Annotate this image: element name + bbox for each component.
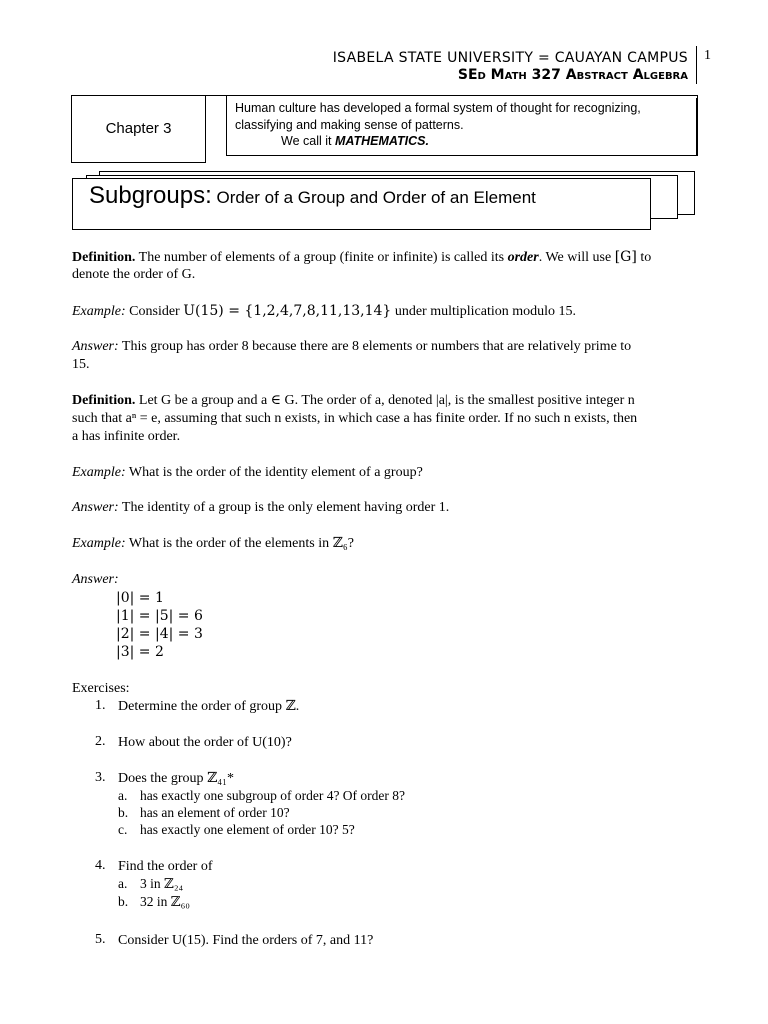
answer-label: Answer: [72, 572, 119, 587]
sub-item-letter: a. [118, 788, 128, 803]
answer-line-2: 15. [72, 357, 90, 372]
exercise-number: 1. [95, 698, 106, 713]
example-text: under multiplication modulo 15. [391, 304, 577, 319]
quote-text [235, 100, 690, 134]
exercise-number: 2. [95, 734, 106, 749]
definition-line-2: such that aⁿ = e, assuming that such n exists, in which case a has finite order. If no such n exists, then [72, 411, 638, 426]
answer-text: This group has order 8 because there are 8 elements or numbers that are relatively prime to [118, 339, 632, 354]
quote-line-3-prefix: We call it [281, 134, 335, 148]
example-text: Consider [125, 304, 184, 319]
quote-line-2: classifying and making sense of patterns. [235, 118, 464, 132]
term-order: order [507, 250, 539, 265]
university-name: ISABELA STATE UNIVERSITY = CAUAYAN CAMPUS [332, 50, 688, 66]
math-notation: [G] [614, 249, 637, 265]
definition-text: . We will use [538, 250, 615, 265]
sub-item-letter: c. [118, 822, 128, 837]
exercises-heading: Exercises: [72, 681, 130, 696]
quote-emphasis: MATHEMATICS. [334, 134, 429, 148]
definition-text: to [636, 250, 652, 265]
chapter-box-connector [206, 95, 226, 165]
header-divider [696, 46, 697, 84]
answer-identity [72, 499, 699, 517]
quote-line-3 [281, 134, 429, 148]
exercise-number: 3. [95, 770, 106, 785]
definition-label: Definition. [72, 393, 136, 408]
order-line: |2| = |4| = 3 [116, 626, 203, 642]
exercise-text: Determine the order of group ℤ. [118, 699, 300, 714]
example-label: Example: [72, 304, 126, 319]
sub-item-text: 32 in ℤ₆₀ [140, 894, 191, 909]
answer-z6-label [72, 571, 699, 589]
example-text: What is the order of the elements in ℤ₆? [125, 536, 354, 551]
math-notation: U(15) = {1,2,4,7,8,11,13,14} [183, 303, 392, 319]
sub-item-text: has an element of order 10? [140, 805, 290, 820]
section-title [89, 182, 536, 210]
example-u15 [72, 302, 699, 321]
page-number: 1 [704, 48, 711, 63]
section-title-rest: Order of a Group and Order of an Element [211, 188, 536, 207]
sub-item-letter: a. [118, 876, 128, 891]
sub-item-text: 3 in ℤ₂₄ [140, 876, 184, 891]
exercise-text: How about the order of U(10)? [118, 735, 292, 750]
definition-line-2: denote the order of G. [72, 267, 196, 282]
definition-line-3: a has infinite order. [72, 429, 181, 444]
example-label: Example: [72, 536, 126, 551]
definition-text: The number of elements of a group (finite or infinite) is called its [135, 250, 508, 265]
answer-label: Answer: [72, 339, 119, 354]
course-title: SEd Math 327 Abstract Algebra [457, 67, 688, 83]
sub-item-letter: b. [118, 894, 129, 909]
order-line: |0| = 1 [116, 590, 164, 606]
order-line: |1| = |5| = 6 [116, 608, 203, 624]
answer-text: The identity of a group is the only element having order 1. [118, 500, 450, 515]
answer-label: Answer: [72, 500, 119, 515]
example-identity [72, 464, 699, 482]
definition-text: Let G be a group and a ∈ G. The order of a, denoted |a|, is the smallest positive integer n [135, 393, 635, 408]
exercise-text: Does the group ℤ₄₁* [118, 771, 235, 786]
example-label: Example: [72, 465, 126, 480]
chapter-label: Chapter 3 [105, 120, 172, 137]
exercise-text: Consider U(15). Find the orders of 7, and 11? [118, 933, 374, 948]
definition-order-of-element [72, 392, 699, 410]
sub-item-letter: b. [118, 805, 129, 820]
definition-order-of-group [72, 248, 699, 267]
sub-item-text: has exactly one element of order 10? 5? [140, 822, 355, 837]
order-line: |3| = 2 [116, 644, 164, 660]
sub-item-text: has exactly one subgroup of order 4? Of order 8? [140, 788, 406, 803]
quote-line-1: Human culture has developed a formal system of thought for recognizing, [235, 101, 641, 115]
example-z6 [72, 535, 699, 553]
answer-u15 [72, 338, 699, 356]
exercise-number: 5. [95, 932, 106, 947]
exercise-text: Find the order of [118, 859, 213, 874]
example-text: What is the order of the identity element of a group? [125, 465, 423, 480]
exercise-number: 4. [95, 858, 106, 873]
section-title-main: Subgroups: [89, 182, 212, 209]
definition-label: Definition. [72, 250, 136, 265]
